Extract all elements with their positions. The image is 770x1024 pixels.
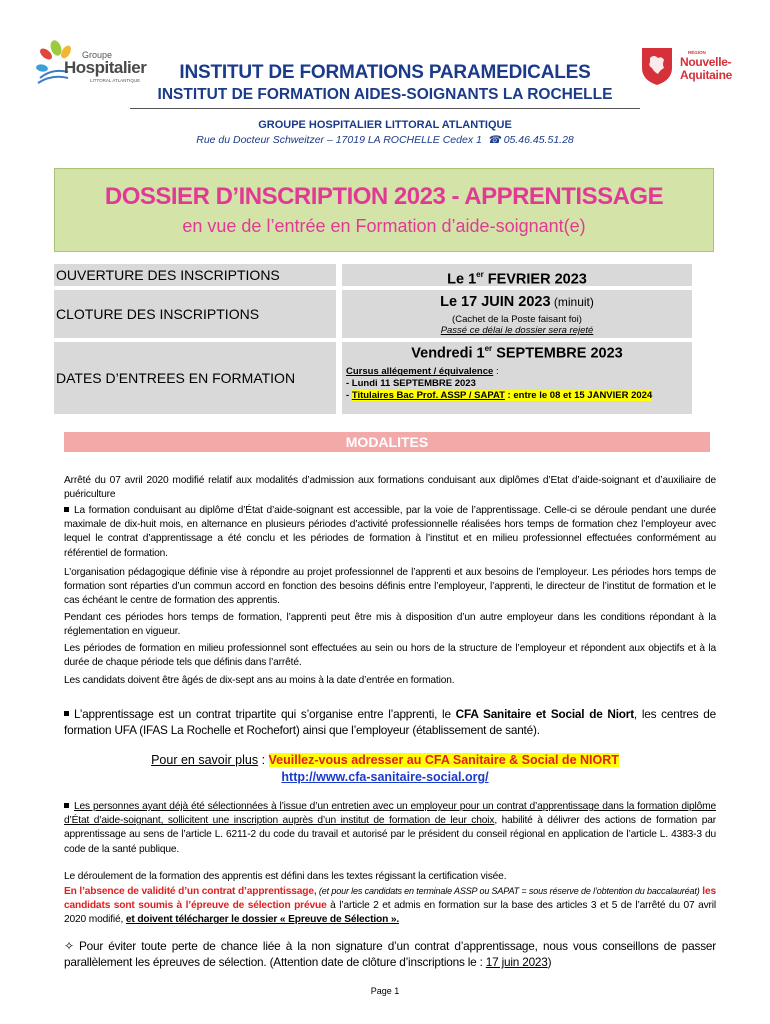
paragraph-deroulement: Le déroulement de la formation des apprentis est défini dans les textes régissant la certification visée. (64, 871, 507, 882)
address: Rue du Docteur Schweitzer – 17019 LA ROCHELLE Cedex 1 (196, 134, 482, 146)
paragraph-organisation: L’organisation pédagogique définie vise à répondre au projet professionnel de l’apprenti et aux besoins de l’employeur. Les périodes hors temps de formation sont réparties d’un commun accord en fonction des besoins définis entre l’employeur, l’apprenti, le directeur de l’institut de formation et le cas échéant le centre de formation des apprentis. (64, 567, 716, 607)
cfa-link-text: Veuillez-vous adresser au CFA Sanitaire & Social de NIORT (268, 753, 619, 767)
paragraph-arrete: Arrêté du 07 avril 2020 modifié relatif aux modalités d’admission aux formations conduisant aux diplômes d’Etat d’aide-soignant et d’auxiliaire de puériculture (64, 475, 716, 501)
cfa-url-link[interactable]: http://www.cfa-sanitaire-social.org/ (281, 770, 489, 784)
closing-label: CLOTURE DES INSCRIPTIONS (54, 290, 336, 338)
phone-icon: ☎ (484, 134, 501, 146)
paragraph-contrat: L’apprentissage est un contrat tripartite qui s’organise entre l’apprenti, le CFA Sanitaire et Social de Niort, les centres de formation UFA (IFAS La Rochelle et Rochefort) ainsi que l’employeur (établissement de santé). (64, 707, 716, 737)
closing-value: Le 17 JUIN 2023 (minuit) (Cachet de la Poste faisant foi) Passé ce délai le dossier sera rejeté (342, 290, 692, 338)
banner-subtitle: en vue de l’entrée en Formation d’aide-soignant(e) (182, 216, 586, 236)
header-divider (130, 108, 640, 109)
paragraph-selectionnees: Les personnes ayant déjà été sélectionnées à l’issue d’un entretien avec un employeur pour un contrat d’apprentissage dans la formation diplôme d’État d’aide-soignant, sollicitent une inscription auprès d’un institut de formation de leur choix, habilité à délivrer des actions de formation par apprentissage au sens de l’article L. 6211-2 du code du travail et autorisé par le président du conseil régional en application de l’article L. 4383-3 du code de la santé publique. (64, 801, 716, 855)
institute-subtitle: INSTITUT DE FORMATION AIDES-SOIGNANTS LA ROCHELLE (157, 86, 613, 103)
paragraph-formation: La formation conduisant au diplôme d’État d’aide-soignant est accessible, par la voie de l’apprentissage. Celle-ci se déroule pendant une durée maximale de dix-huit mois, en alternance en plusieurs périodes d’activité professionnelle réalisées hors temps de formation chez l’employeur avec lequel le contrat d’apprentissage a été conclu et les périodes de formation à l’institut et en milieu professionnel effectuées conformément au référentiel de formation. (64, 505, 716, 559)
group-name: GROUPE HOSPITALIER LITTORAL ATLANTIQUE (258, 119, 512, 131)
paragraph-milieu: Les périodes de formation en milieu professionnel sont effectuées au sein ou hors de la structure de l’employeur et répondent aux objectifs et à la durée de chaque période tels que définis dans l’arrêté. (64, 643, 716, 669)
phone-number: 05.46.45.51.28 (503, 134, 574, 146)
paragraph-age: Les candidats doivent être âgés de dix-sept ans au moins à la date d’entrée en formation. (64, 675, 455, 686)
bullet-icon (64, 803, 69, 808)
more-info: Pour en savoir plus : Veuillez-vous adresser au CFA Sanitaire & Social de NIORT http://www.cfa-sanitaire-social.org/ (151, 753, 619, 784)
entry-value: Vendredi 1er SEPTEMBRE 2023 Cursus allégement / équivalence : - Lundi 11 SEPTEMBRE 2023 - Titulaires Bac Prof. ASSP / SAPAT : entre le 08 et 15 JANVIER 2024 (342, 342, 692, 414)
entry-label: DATES D’ENTREES EN FORMATION (54, 342, 336, 414)
modalites-heading: MODALITES (64, 432, 710, 452)
paragraph-absence-contrat: En l’absence de validité d’un contrat d’apprentissage, (et pour les candidats en terminale ASSP ou SAPAT = sous réserve de l’obtention du baccalauréat) les candidats sont soumis à l’épreuve de sélection prévue à l’article 2 et admis en formation sur la base des articles 3 et 5 de l’arrêté du 07 avril 2020 modifié, et doivent télécharger le dossier « Epreuve de Sélection ». (64, 886, 716, 926)
bullet-icon (64, 711, 69, 716)
dossier-banner (54, 168, 714, 252)
banner-title: DOSSIER D’INSCRIPTION 2023 - APPRENTISSAGE (104, 183, 664, 210)
address-line (0, 134, 770, 146)
paragraph-periodes: Pendant ces périodes hors temps de formation, l’apprenti peut être mis à disposition d’un autre employeur dans les conditions répondant à la réglementation en vigueur. (64, 612, 716, 638)
region-logo: RÉGION Nouvelle- Aquitaine (640, 46, 760, 88)
bullet-icon (64, 507, 69, 512)
opening-value: Le 1er FEVRIER 2023 (342, 264, 692, 286)
institute-title: INSTITUT DE FORMATIONS PARAMEDICALES (179, 62, 591, 83)
page-number: Page 1 (370, 986, 400, 996)
diamond-bullet-icon: ✧ (64, 939, 79, 953)
opening-label: OUVERTURE DES INSCRIPTIONS (54, 264, 336, 286)
paragraph-conseil: ✧ Pour éviter toute perte de chance liée à la non signature d’un contrat d’apprentissage, nous vous conseillons de passer parallèlement les épreuves de sélection. (Attention date de clôture d’inscriptions le : 17 juin 2023) (64, 939, 716, 969)
hospital-logo: Groupe Hospitalier LITTORAL ATLANTIQUE (34, 38, 164, 86)
